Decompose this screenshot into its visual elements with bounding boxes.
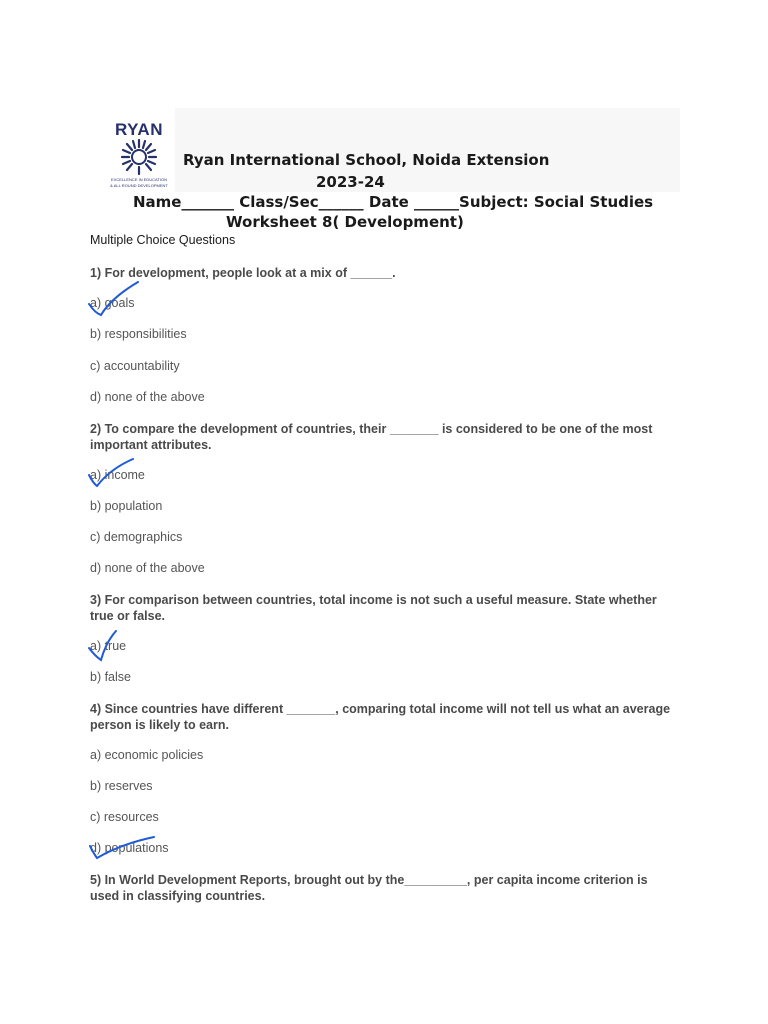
checkmark-icon xyxy=(86,834,162,864)
logo-text: RYAN xyxy=(115,120,163,139)
q1-option-d: d) none of the above xyxy=(90,390,205,404)
school-name: Ryan International School, Noida Extension xyxy=(183,151,550,169)
section-title: Multiple Choice Questions xyxy=(90,233,236,247)
q1-option-b: b) responsibilities xyxy=(90,327,187,341)
logo-motto-line-2: & ALL ROUND DEVELOPMENT xyxy=(110,183,168,188)
q2-option-a: a) income xyxy=(90,468,145,482)
worksheet-title: Worksheet 8( Development) xyxy=(226,213,464,231)
q4-option-c: c) resources xyxy=(90,810,159,824)
q2-option-b: b) population xyxy=(90,499,163,513)
checkmark-icon xyxy=(86,628,126,662)
q3-option-a: a) true xyxy=(90,639,127,653)
question-5: 5) In World Development Reports, brought out by the_________, per capita income criterion is used in classifying countries. xyxy=(90,873,648,903)
header-band xyxy=(175,108,680,192)
q4-option-b: b) reserves xyxy=(90,779,153,793)
q1-option-c: c) accountability xyxy=(90,359,180,373)
question-3: 3) For comparison between countries, total income is not such a useful measure. State whether true or false. xyxy=(90,593,657,623)
q4-option-a: a) economic policies xyxy=(90,748,204,762)
checkmark-icon xyxy=(86,280,146,320)
logo-motto-line-1: EXCELLENCE IN EDUCATION xyxy=(111,177,167,182)
question-1: 1) For development, people look at a mix of ______. xyxy=(90,266,396,280)
checkmark-icon xyxy=(86,457,142,491)
logo-emblem-icon xyxy=(109,138,169,176)
school-logo xyxy=(103,120,175,192)
question-4: 4) Since countries have different _______, comparing total income will not tell us what an average person is likely to earn. xyxy=(90,702,671,732)
q4-option-d: d) populations xyxy=(90,841,169,855)
student-info-line: Name_______ Class/Sec______ Date ______Subject: Social Studies xyxy=(133,193,654,211)
academic-year: 2023-24 xyxy=(316,173,385,191)
q2-option-c: c) demographics xyxy=(90,530,183,544)
question-2: 2) To compare the development of countries, their _______ is considered to be one of the most important attributes. xyxy=(90,422,653,452)
q1-option-a: a) goals xyxy=(90,296,135,310)
q2-option-d: d) none of the above xyxy=(90,561,205,575)
q3-option-b: b) false xyxy=(90,670,131,684)
